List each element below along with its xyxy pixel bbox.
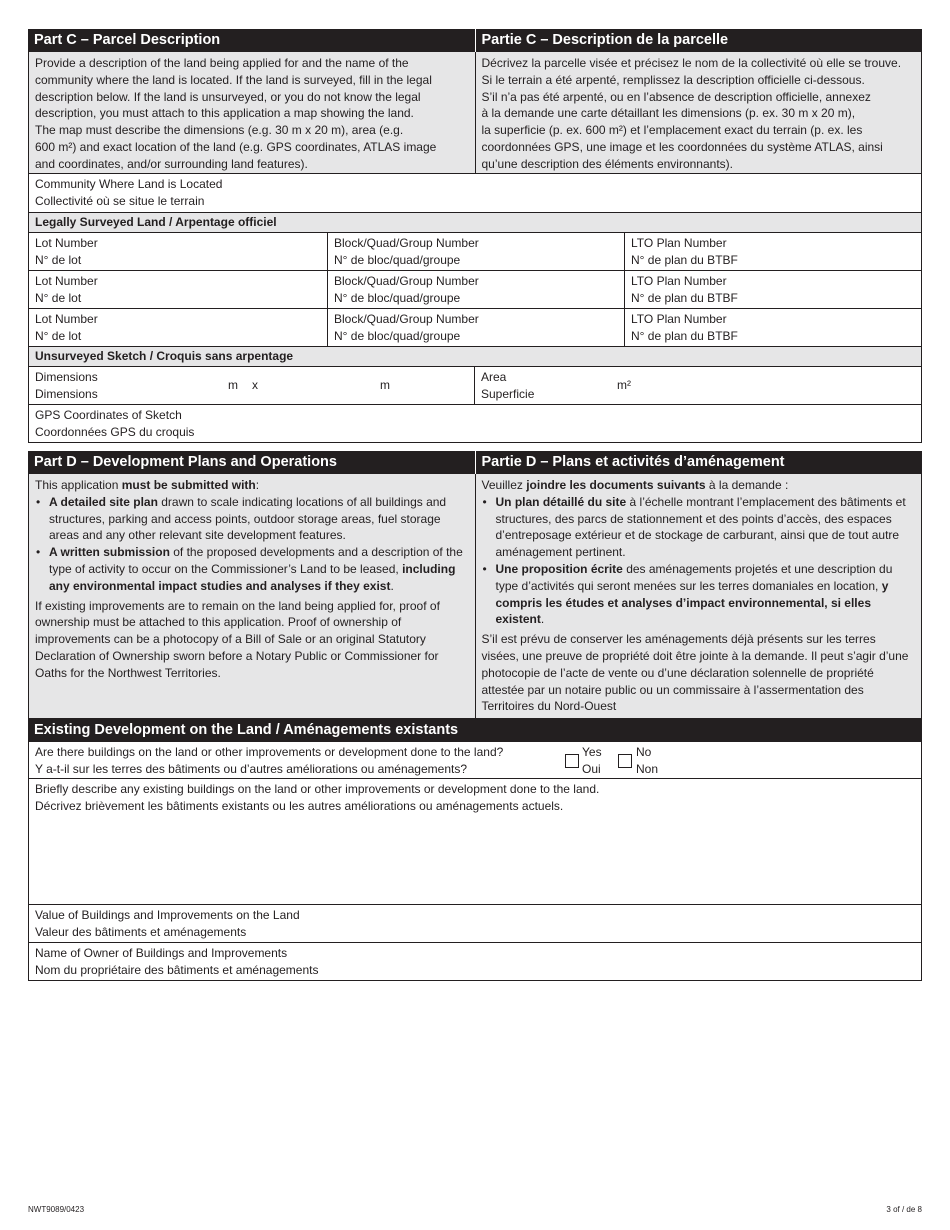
unit-square-meters: m²: [617, 378, 631, 392]
question-fr: Y a-t-il sur les terres des bâtiments ou d’autres améliorations ou aménagements?: [35, 762, 467, 776]
intro-text: :: [255, 478, 260, 492]
lot-label-en: Lot Number: [35, 312, 98, 326]
area-field[interactable]: [474, 367, 921, 404]
part-c-intro-en: [29, 52, 475, 173]
community-label-fr: Collectivité où se situe le terrain: [35, 194, 205, 208]
surveyed-row: [28, 233, 922, 271]
unit-meters: m: [228, 378, 238, 392]
item-bold: Un plan détaillé du site: [495, 494, 627, 509]
block-number-field[interactable]: [327, 233, 624, 270]
unsurveyed-sketch-title: Unsurveyed Sketch / Croquis sans arpentage: [28, 347, 922, 367]
lot-number-field[interactable]: [29, 309, 327, 346]
part-c-instructions: [28, 52, 922, 174]
no-label-en: No: [636, 745, 652, 759]
item-text: drawn to scale indicating locations of all buildings and structures, parking and access points, outdoor storage areas, fuel storage areas and any other relevant site development features.: [49, 494, 447, 543]
item-text: .: [540, 612, 545, 627]
intro-text: Veuillez: [481, 478, 527, 492]
part-c-title-fr: Partie C – Description de la parcelle: [475, 29, 923, 52]
intro-line: The map must describe the dimensions (e.g. 30 m x 20 m), area (e.g.: [35, 123, 404, 138]
block-label-en: Block/Quad/Group Number: [334, 236, 479, 250]
form-page: [28, 29, 922, 981]
intro-bold: joindre les documents suivants: [526, 478, 706, 492]
block-label-fr: N° de bloc/quad/groupe: [334, 291, 461, 305]
intro-bold: must be submitted with: [121, 478, 256, 492]
no-checkbox[interactable]: [618, 754, 632, 768]
part-c-intro-fr: [475, 52, 922, 173]
item-bold: including any environmental impact studies and analyses if they exist: [49, 561, 456, 593]
lto-label-en: LTO Plan Number: [631, 312, 727, 326]
block-number-field[interactable]: [327, 309, 624, 346]
dimensions-field[interactable]: [29, 367, 474, 404]
part-d-instructions: [28, 474, 922, 719]
part-d-text-fr: [475, 474, 922, 718]
lot-label-en: Lot Number: [35, 274, 98, 288]
part-d-para-en: If existing improvements are to remain on the land being applied for, proof of ownership must be attached to this application. Proof of ownership of improvements can be a photocopy of a Bill of Sale or an original Statutory Declaration of Ownership sworn before a Notary Public or Commissioner for Oaths for the Northwest Territories.: [35, 598, 440, 680]
no-label-fr: Non: [636, 762, 659, 776]
lot-label-fr: N° de lot: [35, 291, 82, 305]
part-c-title-en: Part C – Parcel Description: [34, 32, 221, 48]
intro-line: la superficie (p. ex. 600 m²) et l’emplacement exact du terrain (p. ex. les: [481, 123, 863, 138]
list-item: [482, 494, 916, 561]
page-number: 3 of / de 8: [886, 1205, 922, 1214]
yes-label-en: Yes: [582, 745, 602, 759]
owner-label-en: Name of Owner of Buildings and Improvements: [35, 946, 288, 960]
lot-label-fr: N° de lot: [35, 253, 82, 267]
part-d-intro-en: [35, 477, 469, 494]
intro-line: 600 m²) and exact location of the land (e.g. GPS coordinates, ATLAS image: [35, 139, 437, 154]
yes-option[interactable]: [565, 744, 602, 778]
intro-line: and coordinates, and/or surrounding land features).: [35, 156, 308, 171]
unit-by: x: [252, 378, 258, 392]
community-label-en: Community Where Land is Located: [35, 177, 223, 191]
surveyed-row: [28, 309, 922, 347]
list-item: [482, 561, 916, 628]
part-d-title-fr: Partie D – Plans et activités d’aménagement: [475, 451, 923, 474]
lot-number-field[interactable]: [29, 233, 327, 270]
item-text: of the proposed developments and a description of the type of activity to occur on the Commissioner’s Land to be leased,: [49, 545, 463, 576]
intro-text: à la demande :: [705, 478, 789, 492]
intro-line: Provide a description of the land being applied for and the name of the: [35, 56, 409, 70]
community-field[interactable]: [28, 174, 922, 213]
describe-label-fr: Décrivez brièvement les bâtiments existants ou les autres améliorations ou aménagements actuels.: [35, 799, 564, 813]
part-d-list-fr: [482, 494, 916, 628]
item-bold: y compris les études et analyses d’impact environnemental, si elles existent: [495, 578, 889, 627]
list-item: [35, 544, 469, 594]
list-item: [35, 494, 469, 544]
intro-line: S’il n’a pas été arpenté, ou en l’absence de description officielle, annexez: [481, 89, 871, 104]
item-bold: Une proposition écrite: [495, 561, 623, 576]
unit-meters: m: [380, 378, 390, 392]
lto-label-fr: N° de plan du BTBF: [631, 253, 738, 267]
part-d-header: [28, 451, 922, 474]
block-label-en: Block/Quad/Group Number: [334, 312, 479, 326]
value-field[interactable]: [28, 905, 922, 943]
part-d-para-fr: S’il est prévu de conserver les aménagements déjà présents sur les terres visées, une preuve de propriété doit être jointe à la demande. Il peut s’agir d’une photocopie de l’acte de vente ou d’une déclaration solennelle de propriété attestée par un notaire public ou un commissaire à l’assermentation des Territoires du Nord-Ouest: [481, 632, 909, 714]
existing-question-row: [28, 742, 922, 779]
intro-line: description below. If the land is unsurveyed, or you do not know the legal: [35, 89, 421, 104]
lto-label-en: LTO Plan Number: [631, 236, 727, 250]
lto-label-fr: N° de plan du BTBF: [631, 291, 738, 305]
block-label-en: Block/Quad/Group Number: [334, 274, 479, 288]
yes-checkbox[interactable]: [565, 754, 579, 768]
lot-label-en: Lot Number: [35, 236, 98, 250]
intro-line: Si le terrain a été arpenté, remplissez la description officielle ci-dessous.: [481, 72, 865, 87]
block-label-fr: N° de bloc/quad/groupe: [334, 329, 461, 343]
owner-name-field[interactable]: [28, 943, 922, 981]
no-option[interactable]: [618, 744, 658, 778]
area-label-fr: Superficie: [481, 387, 535, 401]
block-label-fr: N° de bloc/quad/groupe: [334, 253, 461, 267]
item-bold: A written submission: [49, 545, 170, 560]
describe-label-en: Briefly describe any existing buildings on the land or other improvements or development done to the land.: [35, 782, 600, 796]
lot-number-field[interactable]: [29, 271, 327, 308]
lto-plan-field[interactable]: [624, 233, 921, 270]
part-d-list-en: [35, 494, 469, 595]
item-text: .: [390, 578, 394, 593]
unsurveyed-row: [28, 367, 922, 405]
owner-label-fr: Nom du propriétaire des bâtiments et aménagements: [35, 963, 319, 977]
lot-label-fr: N° de lot: [35, 329, 82, 343]
existing-description-field[interactable]: [28, 779, 922, 905]
gps-label-en: GPS Coordinates of Sketch: [35, 408, 182, 422]
existing-development-header: [28, 719, 922, 742]
gps-label-fr: Coordonnées GPS du croquis: [35, 425, 195, 439]
part-d-intro-fr: [482, 477, 916, 494]
block-number-field[interactable]: [327, 271, 624, 308]
gps-coordinates-field[interactable]: [28, 405, 922, 443]
existing-development-title: Existing Development on the Land / Aménagements existants: [34, 722, 459, 738]
item-text: à l’échelle montrant l’emplacement des bâtiments et structures, des parcs de stationnement et des points d’accès, des espaces d’entreposage extérieur et de stockage de carburant, ainsi que de tout autre aménagement pertinent.: [495, 494, 906, 560]
intro-line: Décrivez la parcelle visée et précisez le nom de la collectivité où elle se trouve.: [481, 56, 902, 70]
surveyed-row: [28, 271, 922, 309]
intro-line: qu’une description des éléments environnants).: [481, 156, 733, 171]
item-text: des aménagements projetés et une description du type d’activités qui seront menées sur les terres domaniales en location,: [495, 561, 893, 593]
item-bold: A detailed site plan: [49, 494, 158, 509]
part-d-title-en: Part D – Development Plans and Operations: [34, 454, 337, 470]
surveyed-land-title: Legally Surveyed Land / Arpentage officiel: [28, 213, 922, 233]
dimensions-label-en: Dimensions: [35, 370, 98, 384]
lto-label-en: LTO Plan Number: [631, 274, 727, 288]
part-d-text-en: [29, 474, 475, 718]
intro-text: This application: [35, 478, 122, 492]
value-label-fr: Valeur des bâtiments et aménagements: [35, 925, 247, 939]
intro-line: description, you must attach to this application a map showing the land.: [35, 106, 414, 121]
intro-line: community where the land is located. If the land is surveyed, fill in the legal: [35, 72, 432, 87]
dimensions-label-fr: Dimensions: [35, 387, 98, 401]
area-label-en: Area: [481, 370, 507, 384]
form-id: NWT9089/0423: [28, 1205, 85, 1214]
intro-line: coordonnées GPS, une image et les coordonnées du système ATLAS, ainsi: [481, 139, 883, 154]
lto-label-fr: N° de plan du BTBF: [631, 329, 738, 343]
lto-plan-field[interactable]: [624, 271, 921, 308]
question-en: Are there buildings on the land or other improvements or development done to the land?: [35, 745, 504, 759]
intro-line: à la demande une carte détaillant les dimensions (p. ex. 30 m x 20 m),: [481, 106, 856, 121]
value-label-en: Value of Buildings and Improvements on the Land: [35, 908, 300, 922]
yes-label-fr: Oui: [582, 762, 601, 776]
lto-plan-field[interactable]: [624, 309, 921, 346]
part-c-header: [28, 29, 922, 52]
